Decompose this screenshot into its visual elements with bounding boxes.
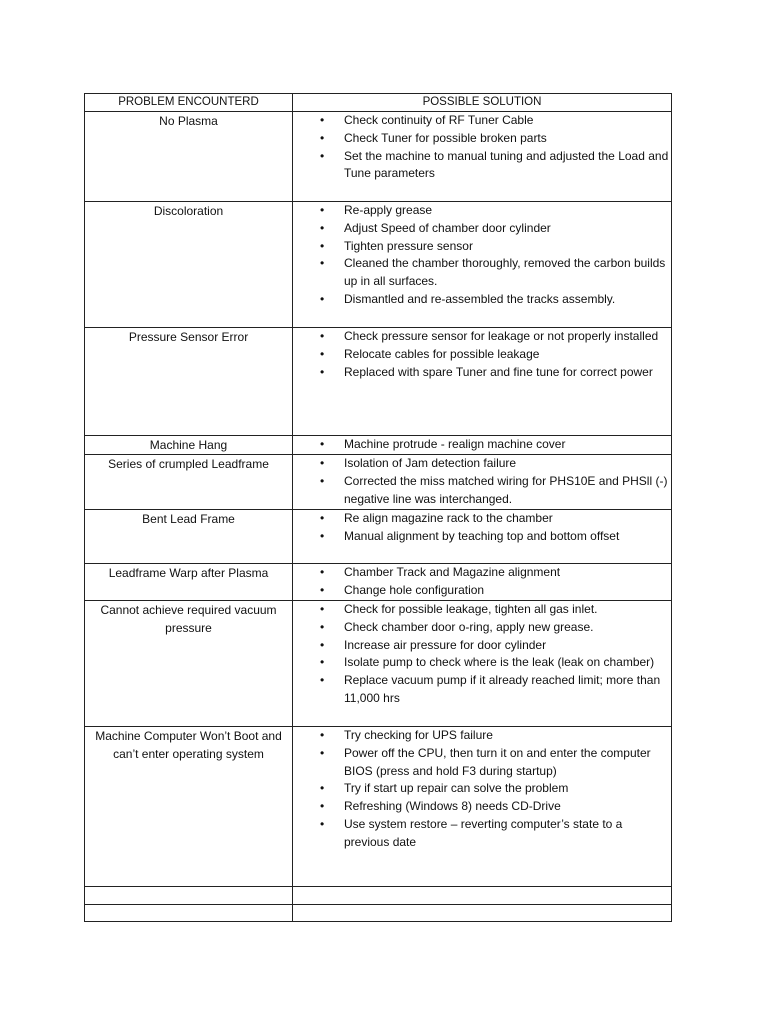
solution-item: • Try checking for UPS failure	[293, 727, 671, 745]
solution-item: • Re align magazine rack to the chamber	[293, 510, 671, 528]
solution-cell	[293, 328, 672, 436]
solution-list	[293, 202, 671, 309]
problem-cell: Pressure Sensor Error	[85, 328, 293, 436]
solution-list	[293, 455, 671, 508]
solution-cell	[293, 564, 672, 601]
problem-cell: Cannot achieve required vacuum pressure	[85, 601, 293, 727]
empty-cell	[85, 887, 293, 905]
table-row	[85, 727, 672, 887]
table-row	[85, 112, 672, 202]
table-row	[85, 455, 672, 510]
table-row	[85, 436, 672, 455]
problem-cell: Bent Lead Frame	[85, 510, 293, 564]
solution-item: • Try if start up repair can solve the problem	[293, 780, 671, 798]
solution-cell	[293, 455, 672, 510]
solution-item: • Replace vacuum pump if it already reached limit; more than 11,000 hrs	[293, 672, 671, 708]
table-row	[85, 564, 672, 601]
solution-item: • Replaced with spare Tuner and fine tune for correct power	[293, 364, 671, 382]
solution-item: • Set the machine to manual tuning and adjusted the Load and Tune parameters	[293, 148, 671, 184]
solution-item: • Isolation of Jam detection failure	[293, 455, 671, 473]
empty-cell	[293, 887, 672, 905]
solution-item: • Power off the CPU, then turn it on and enter the computer BIOS (press and hold F3 during startup)	[293, 745, 671, 781]
solution-item: • Check chamber door o-ring, apply new grease.	[293, 619, 671, 637]
solution-cell	[293, 601, 672, 727]
troubleshooting-table	[84, 93, 672, 922]
problem-cell: Machine Hang	[85, 436, 293, 455]
solution-item: • Machine protrude - realign machine cover	[293, 436, 671, 454]
empty-cell	[293, 905, 672, 922]
empty-cell	[85, 905, 293, 922]
solution-item: • Relocate cables for possible leakage	[293, 346, 671, 364]
table-row	[85, 601, 672, 727]
solution-list	[293, 727, 671, 852]
table-row	[85, 202, 672, 328]
solution-list	[293, 601, 671, 708]
solution-item: • Check Tuner for possible broken parts	[293, 130, 671, 148]
problem-cell: Leadframe Warp after Plasma	[85, 564, 293, 601]
solution-item: • Check pressure sensor for leakage or not properly installed	[293, 328, 671, 346]
solution-cell	[293, 202, 672, 328]
solution-item: • Adjust Speed of chamber door cylinder	[293, 220, 671, 238]
empty-table-row	[85, 905, 672, 922]
solution-item: • Isolate pump to check where is the leak (leak on chamber)	[293, 654, 671, 672]
solution-list	[293, 510, 671, 546]
table-header-row	[85, 94, 672, 112]
solution-list	[293, 436, 671, 454]
solution-list	[293, 564, 671, 600]
solution-item: • Check continuity of RF Tuner Cable	[293, 112, 671, 130]
solution-item: • Increase air pressure for door cylinder	[293, 637, 671, 655]
solution-cell	[293, 727, 672, 887]
solution-cell	[293, 112, 672, 202]
solution-column-header: POSSIBLE SOLUTION	[293, 94, 672, 112]
solution-item: • Chamber Track and Magazine alignment	[293, 564, 671, 582]
solution-item: • Corrected the miss matched wiring for PHS10E and PHSll (-) negative line was interchanged.	[293, 473, 671, 509]
empty-table-row	[85, 887, 672, 905]
solution-list	[293, 328, 671, 381]
solution-item: • Check for possible leakage, tighten all gas inlet.	[293, 601, 671, 619]
solution-item: • Use system restore – reverting computer’s state to a previous date	[293, 816, 671, 852]
solution-item: • Refreshing (Windows 8) needs CD-Drive	[293, 798, 671, 816]
problem-cell: No Plasma	[85, 112, 293, 202]
solution-item: • Cleaned the chamber thoroughly, removed the carbon builds up in all surfaces.	[293, 255, 671, 291]
solution-item: • Dismantled and re-assembled the tracks assembly.	[293, 291, 671, 309]
problem-column-header: PROBLEM ENCOUNTERD	[85, 94, 293, 112]
solution-list	[293, 112, 671, 183]
solution-item: • Tighten pressure sensor	[293, 238, 671, 256]
solution-cell	[293, 436, 672, 455]
solution-item: • Manual alignment by teaching top and bottom offset	[293, 528, 671, 546]
solution-item: • Re-apply grease	[293, 202, 671, 220]
table-row	[85, 328, 672, 436]
problem-cell: Series of crumpled Leadframe	[85, 455, 293, 510]
table-row	[85, 510, 672, 564]
problem-cell: Discoloration	[85, 202, 293, 328]
problem-cell: Machine Computer Won’t Boot and can’t enter operating system	[85, 727, 293, 887]
solution-item: • Change hole configuration	[293, 582, 671, 600]
solution-cell	[293, 510, 672, 564]
